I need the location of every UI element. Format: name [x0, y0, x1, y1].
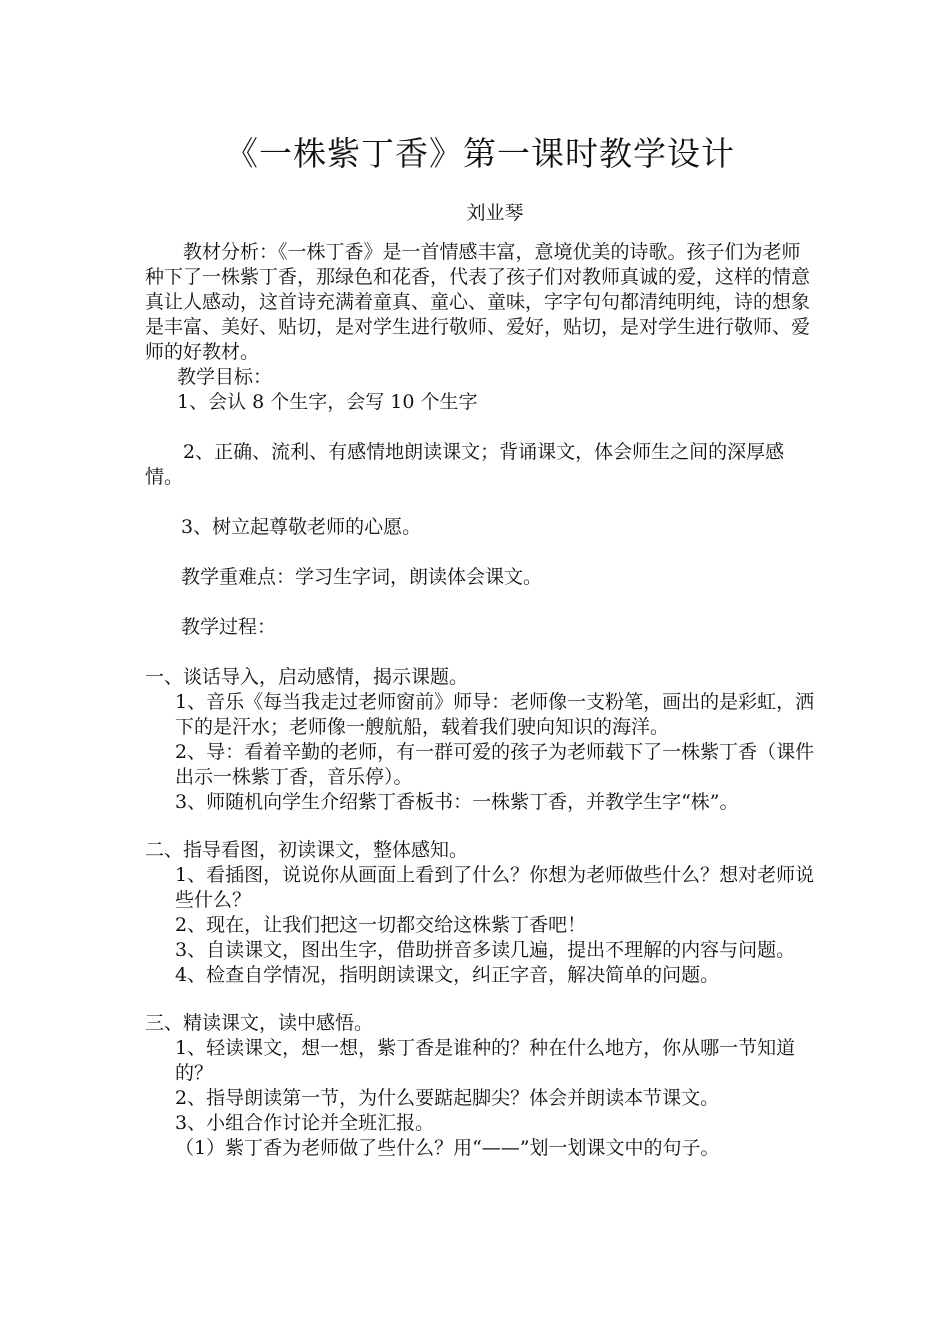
document-title: 《一株紫丁香》第一课时教学设计	[225, 134, 735, 173]
section-item: 1、看插图，说说你从画面上看到了什么？你想为老师做些什么？想对老师说些什么？	[175, 864, 815, 911]
goal-item: 2、正确、流利、有感情地朗读课文；背诵课文，体会师生之间的深厚感情。	[145, 441, 785, 488]
section-heading: 三、精读课文，读中感悟。	[145, 1012, 374, 1034]
section-item: 4、检查自学情况，指明朗读课文，纠正字音，解决简单的问题。	[175, 964, 720, 986]
goal-item: 1、会认 8 个生字，会写 10 个生字	[177, 391, 478, 413]
section-item: 3、师随机向学生介绍紫丁香板书：一株紫丁香，并教学生字“株”。	[175, 791, 739, 813]
author-name: 刘业琴	[466, 202, 524, 224]
section-heading: 二、指导看图，初读课文，整体感知。	[145, 839, 469, 861]
document-body	[145, 240, 815, 1161]
section-item: （1）紫丁香为老师做了些什么？用“——”划一划课文中的句子。	[175, 1137, 720, 1159]
section-item: 1、音乐《每当我走过老师窗前》师导：老师像一支粉笔，画出的是彩虹，洒下的是汗水；老师像一艘航船，载着我们驶向知识的海洋。	[175, 691, 815, 738]
analysis-paragraph: 教材分析：《一株丁香》是一首情感丰富，意境优美的诗歌。孩子们为老师种下了一株紫丁香，那绿色和花香，代表了孩子们对教师真诚的爱，这样的情意真让人感动，这首诗充满着童真、童心、童味，字字句句都清纯明纯，诗的想象是丰富、美好、贴切，是对学生进行敬师、爱好，贴切，是对学生进行敬师、爱师的好教材。	[145, 241, 811, 363]
section-item: 3、小组合作讨论并全班汇报。	[175, 1112, 435, 1134]
goals-heading: 教学目标：	[177, 366, 273, 388]
section-item: 3、自读课文，图出生字，借助拼音多读几遍，提出不理解的内容与问题。	[175, 939, 796, 961]
section-item: 2、指导朗读第一节，为什么要踮起脚尖？体会并朗读本节课文。	[175, 1087, 720, 1109]
section-item: 2、现在，让我们把这一切都交给这株紫丁香吧！	[175, 914, 587, 936]
section-item: 2、导：看着辛勤的老师，有一群可爱的孩子为老师载下了一株紫丁香（课件出示一株紫丁香，音乐停）。	[175, 741, 815, 788]
section-item: 1、轻读课文，想一想，紫丁香是谁种的？种在什么地方，你从哪一节知道的？	[175, 1037, 796, 1084]
goal-item: 3、树立起尊敬老师的心愿。	[181, 516, 422, 538]
key-points: 教学重难点：学习生字词，朗读体会课文。	[181, 566, 543, 588]
section-heading: 一、谈话导入，启动感情，揭示课题。	[145, 666, 469, 688]
process-heading: 教学过程：	[181, 616, 277, 638]
